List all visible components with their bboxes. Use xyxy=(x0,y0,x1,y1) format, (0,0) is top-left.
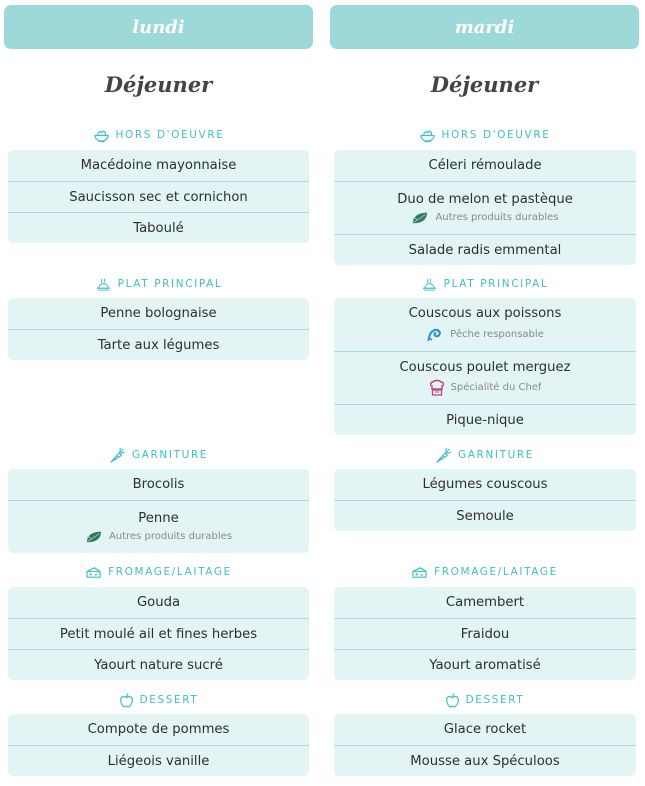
section-label-hors-doeuvre xyxy=(330,127,639,143)
menu-item[interactable]: Compote de pommes xyxy=(87,722,230,737)
item-tag xyxy=(85,530,232,544)
menu-item[interactable]: Camembert xyxy=(445,595,525,610)
item-tag-label: Autres produits durables xyxy=(435,212,559,223)
fish-icon xyxy=(426,325,444,343)
menu-item[interactable]: Céleri rémoulade xyxy=(428,158,542,173)
menu-item[interactable]: Petit moulé ail et fines herbes xyxy=(8,618,309,649)
section-card-fromage-laitage xyxy=(8,587,309,680)
section-card-garniture xyxy=(8,469,309,553)
section-card-plat-principal xyxy=(334,298,636,435)
menu-item[interactable] xyxy=(334,181,636,234)
section-card-dessert xyxy=(8,714,309,776)
menu-item[interactable]: Penne bolognaise xyxy=(100,306,217,321)
menu-item[interactable] xyxy=(334,351,636,404)
section-label-dessert xyxy=(330,692,639,708)
apple-icon xyxy=(119,692,134,709)
menu-item-name: Penne xyxy=(138,510,179,526)
section-card-garniture xyxy=(334,469,636,531)
menu-item[interactable]: Taboulé xyxy=(8,212,309,243)
day-column-lundi xyxy=(4,0,313,786)
item-tag xyxy=(426,325,544,343)
section-label-text: DESSERT xyxy=(465,694,525,706)
day-header[interactable]: lundi xyxy=(4,5,313,49)
section-label-hors-doeuvre xyxy=(4,127,313,143)
section-label-text: FROMAGE/LAITAGE xyxy=(434,566,558,578)
section-label-fromage-laitage xyxy=(330,564,639,580)
carrot-icon xyxy=(109,447,126,464)
menu-item[interactable]: Pique-nique xyxy=(334,404,636,435)
menu-item-name: Couscous poulet merguez xyxy=(399,359,571,375)
item-tag-label: Autres produits durables xyxy=(108,531,233,542)
item-tag xyxy=(411,211,558,225)
day-column-mardi xyxy=(330,0,639,786)
cheese-icon xyxy=(85,565,102,580)
item-tag xyxy=(429,379,542,397)
menu-item[interactable]: Yaourt nature sucré xyxy=(8,649,309,680)
meal-title: Déjeuner xyxy=(104,72,213,97)
leaf-icon xyxy=(85,530,103,544)
meal-title: Déjeuner xyxy=(430,72,539,97)
section-label-text: GARNITURE xyxy=(132,449,208,461)
cheese-icon xyxy=(411,565,428,580)
menu-item-name: Couscous aux poissons xyxy=(408,306,562,321)
section-label-text: PLAT PRINCIPAL xyxy=(117,278,223,290)
menu-item[interactable] xyxy=(334,298,636,351)
section-card-dessert xyxy=(334,714,636,776)
carrot-icon xyxy=(435,447,452,464)
section-label-plat-principal xyxy=(330,276,639,292)
menu-item[interactable] xyxy=(8,500,309,553)
menu-item[interactable]: Glace rocket xyxy=(443,722,527,737)
salad-bowl-icon xyxy=(93,128,110,143)
section-card-plat-principal xyxy=(8,298,309,360)
section-label-garniture xyxy=(4,447,313,463)
menu-item[interactable]: Salade radis emmental xyxy=(334,234,636,265)
menu-item[interactable]: Yaourt aromatisé xyxy=(334,649,636,680)
dish-icon xyxy=(421,277,438,292)
section-label-text: GARNITURE xyxy=(458,449,534,461)
menu-item[interactable]: Mousse aux Spéculoos xyxy=(334,745,636,776)
section-label-text: PLAT PRINCIPAL xyxy=(443,278,549,290)
section-card-fromage-laitage xyxy=(334,587,636,680)
leaf-icon xyxy=(411,211,429,225)
menu-item[interactable]: Semoule xyxy=(334,500,636,531)
menu-item[interactable]: Brocolis xyxy=(132,477,185,492)
item-tag-label: Pêche responsable xyxy=(450,328,544,340)
section-label-dessert xyxy=(4,692,313,708)
section-label-fromage-laitage xyxy=(4,564,313,580)
apple-icon xyxy=(445,692,460,709)
menu-item[interactable]: Légumes couscous xyxy=(422,477,548,492)
day-header[interactable]: mardi xyxy=(330,5,639,49)
menu-item[interactable]: Saucisson sec et cornichon xyxy=(8,181,309,212)
menu-item[interactable]: Gouda xyxy=(136,595,181,610)
section-card-hors-doeuvre xyxy=(334,150,636,265)
item-tag-label: Spécialité du Chef xyxy=(450,382,542,393)
section-label-text: FROMAGE/LAITAGE xyxy=(108,566,232,578)
menu-item[interactable]: Tarte aux légumes xyxy=(8,329,309,360)
menu-item[interactable]: Macédoine mayonnaise xyxy=(80,158,237,173)
salad-bowl-icon xyxy=(419,128,436,143)
section-label-plat-principal xyxy=(4,276,313,292)
menu-item-name: Duo de melon et pastèque xyxy=(397,191,573,207)
menu-item[interactable]: Liégeois vanille xyxy=(8,745,309,776)
section-label-text: DESSERT xyxy=(139,694,199,706)
section-label-garniture xyxy=(330,447,639,463)
section-card-hors-doeuvre xyxy=(8,150,309,243)
dish-icon xyxy=(95,277,112,292)
section-label-text: HORS D'OEUVRE xyxy=(441,129,551,141)
menu-item[interactable]: Fraidou xyxy=(334,618,636,649)
section-label-text: HORS D'OEUVRE xyxy=(115,129,225,141)
chef-hat-icon xyxy=(429,379,445,397)
